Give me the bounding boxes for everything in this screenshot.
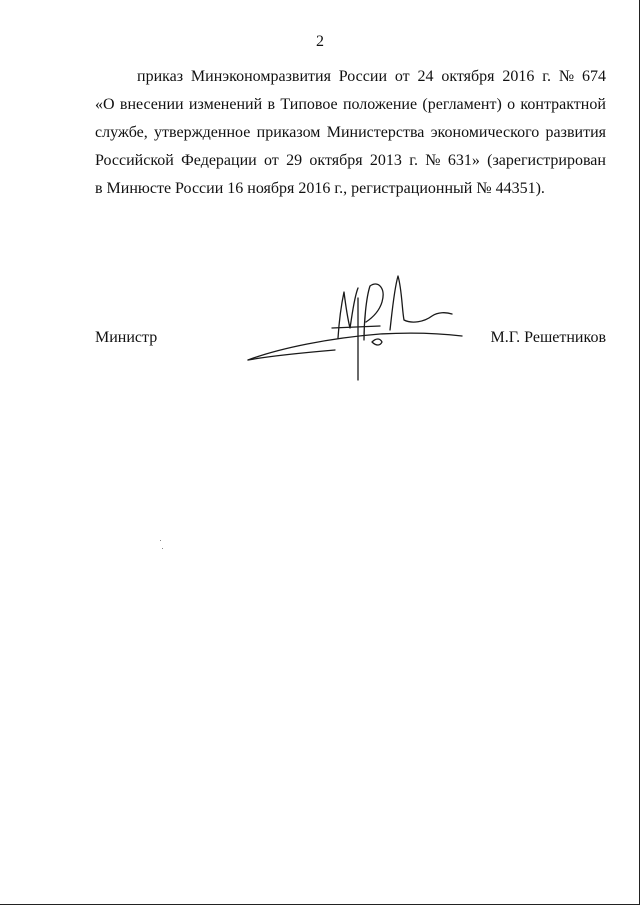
body-paragraph [95, 63, 606, 203]
paragraph-word: приказом [256, 124, 321, 141]
paragraph-word: утвержденное [154, 124, 251, 141]
paragraph-word: изменений [188, 96, 263, 113]
position-title: Министр [95, 329, 158, 346]
paragraph-line-5 [95, 175, 606, 203]
paragraph-word: Федерации [181, 152, 257, 169]
paragraph-word: октября [309, 152, 363, 169]
paragraph-word: внесении [119, 96, 184, 113]
paragraph-word: 29 [286, 152, 303, 169]
paragraph-word: экономического [430, 124, 540, 141]
paragraph-word: в [267, 96, 276, 113]
paragraph-line-3 [95, 119, 606, 147]
paragraph-word: октября [441, 68, 495, 85]
paragraph-word: в Минюсте России 16 ноября 2016 г., регистрационный № 44351). [95, 180, 545, 197]
paragraph-word: о [507, 96, 516, 113]
paragraph-word: г. [409, 152, 418, 169]
paragraph-word: от [394, 68, 410, 85]
paragraph-word: службе, [95, 124, 148, 141]
paragraph-word: Минэкономразвития [190, 68, 331, 85]
paragraph-word: «О [95, 96, 115, 113]
paragraph-word: развития [545, 124, 606, 141]
paragraph-line-1 [95, 63, 606, 91]
paragraph-word: 631» [447, 152, 480, 169]
scan-speck [162, 548, 163, 549]
paragraph-word: (регламент) [422, 96, 502, 113]
paragraph-word: от [264, 152, 279, 169]
paragraph-word: 24 [417, 68, 434, 85]
paragraph-word: 2016 [502, 68, 535, 85]
signer-name: М.Г. Решетников [490, 329, 606, 346]
paragraph-word: приказ [137, 68, 184, 85]
paragraph-line-2 [95, 91, 606, 119]
scan-speck [160, 540, 161, 541]
paragraph-word: (зарегистрирован [487, 152, 606, 169]
paragraph-word: Министерства [326, 124, 425, 141]
paragraph-word: России [338, 68, 388, 85]
paragraph-word: 674 [581, 68, 606, 85]
handwritten-signature [240, 268, 470, 383]
paragraph-word: № [558, 68, 575, 85]
paragraph-word: контрактной [520, 96, 606, 113]
paragraph-word: г. [542, 68, 551, 85]
paragraph-word: № [425, 152, 441, 169]
paragraph-word: 2013 [369, 152, 402, 169]
paragraph-word: Типовое [280, 96, 338, 113]
paragraph-word: Российской [95, 152, 174, 169]
paragraph-word: положение [342, 96, 418, 113]
paragraph-line-4 [95, 147, 606, 175]
page-number: 2 [316, 33, 324, 50]
